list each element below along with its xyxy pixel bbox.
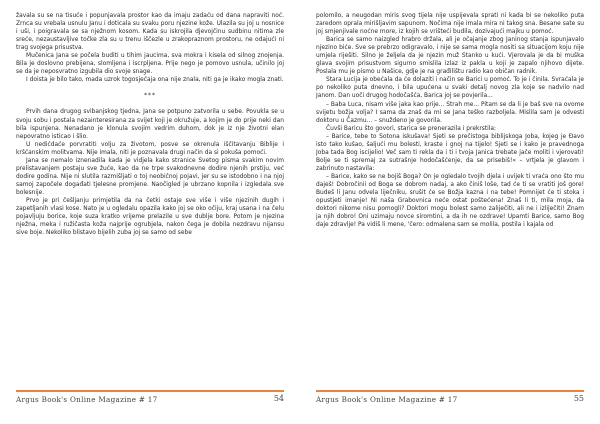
magazine-title: Argus Book's Online Magazine # 17 xyxy=(16,395,158,404)
paragraph: Mučenica Jana se počela buditi u tihim jaucima, sva mokra i kisela od silnog znojenja. Bila je doslovno prebijena, slomljena i iscrpljena. Prije nego je pomovo usnula, učinilo joj se da je neposvratno izgubila dio svoje snage. xyxy=(16,53,284,76)
left-page xyxy=(0,0,296,424)
paragraph: polomilo, a neugodan miris svog tijela nije uspijevala sprati ni kada bi se nekoliko puta zaredom oprala mirišljavim sapunom. Nočima nije imala mira ni takog sna. Besane sate su joj smjenjivale noćne more, iz kojih se vrišteći budila, dozivajući majku u pomoć. xyxy=(316,13,584,36)
right-page xyxy=(304,0,600,424)
left-page-text xyxy=(16,12,284,382)
page-number: 54 xyxy=(273,394,284,403)
paragraph: – Barice, kako se ne bojiš Boga? On je ogledalo tvojih djela i uvijek ti vraća ono što mu daješ! Dobročinii od Boga se dobrom nadaj, a ako činiš loše, tad će ti se vratiti još gore! Budeš li Janu odvela liječniku, srušit će se Božja kazna i na tebe! Pomnijet će ti stoka i opustjeti imanje! Ni naša Grabovnica neće ostat poštećena! Znaš li ti, mila moja, da doktori nikome nisu pomogli? Doktori mogu bolest samo zaliječiti, ali ne i izliječiti! Znam ja njih dobro! Oni uzimaju novce siromtini, a da ih ne ozdrave! Upamti Barice, samo Bog daje zdravlje! Pa vidiš li mene, 'čero: odmalena sam se molila, postila i kajala od xyxy=(316,173,584,229)
paragraph: Prvih dana drugog svibanjskog tjedna, Jana se potpuno zatvorila u sebe. Povukla se u svoju sobu i postala nezainteresirana za svijet koji je okružuje, a kojim je do prije neki dan bila ispunjena. Nenadano je klonula svojim vedrim duhom, dok je iz nje životni elan nepovratno isticao i šlio. xyxy=(16,109,284,140)
page-number: 55 xyxy=(573,394,584,403)
magazine-title: Argus Book's Online Magazine # 17 xyxy=(316,395,458,404)
paragraph: Čuvši Baricu što govori, starica se prenerazila i prekrstila: xyxy=(326,125,497,132)
footer-rule xyxy=(16,390,284,392)
paragraph: Jana se nemalo iznenadila kada je vidjela kako stranice Svetog pisma svakim novim prelistavanjem postaju sve žuće, kao da ne trpe svakodnevne dodire njenih prstiju, već dodire godina. Nije ni slutila razmišljati o toj neobičnoj pojavi, jer su se istodobno i na njoj samoj započele događati tjelesne promjene. Naočigled je ubrzano kopnila i izgledala sve bolesnije. xyxy=(16,157,284,196)
left-page-footer xyxy=(16,390,284,408)
paragraph: Prvo je pri češljanju primjetila da na četki ostaje sve više i više njezinih dugih i zapetljanih vlasi kose. Nato je u ogledalu opazila kako joj se oko očiju, kraj usana i na čelu pojavljuju borice, koje suza kratko vrijeme prelazile u sve dublje bore. Potom je njezina nježna, meka i ružičasta koža najprije ogrubjela, nakon čega je dobila nezdravu nijansu sive boje. Nekoliko blistavo bijelih zuba joj se samo od sebe xyxy=(16,197,284,237)
right-page-text xyxy=(316,12,584,382)
section-separator: *** xyxy=(144,93,156,100)
paragraph: žavala su se na tisuće i popunjavala prostor kao da imaju zadaću od dana napraviti noć. Zrnca su vrebala usnulu Janu i doticala su svaku poru njezine kože. Ulazila su joj u nosnice i uši, i poigravala se sa nježnom kosom. Kada su iskrojila djevojčinu sudbinu nitima zle sreće, nezaustavljive točke zla su u trenu iščezle u zrakopraznom prostoru, ne odajući ni trag svojega prisustva. xyxy=(16,13,284,52)
paragraph: Stara Lucija je obećala da će dolaziti i način se Barici u pomoć. To je i činila. Svraćala je po nekoliko puta dnevno, i bila upućena u svaki detalj novog zla koje se nadvilo nad Janom. Dan uoči drugog hodočašća, Barica joj se povjerila... xyxy=(316,77,584,100)
paragraph: – Baba Luca, nisam više jaka kao prije... Strah me... Pitam se da li je baš sve na ovome svijetu božja volja? I sama da znaš da mi se Jana teško razboljela. Mislila sam je odvesti doktoru u Čazmu... – snuždeno je govorila. xyxy=(316,101,584,124)
paragraph: U nedićdaće porvratiti volju za životom, posve se okrenula iščitavanju Biblije i kršćanskim molitvama. Nije imala, niti je poznavala drugi način da si pokuša pomoći. xyxy=(16,141,284,156)
footer-rule xyxy=(316,390,584,392)
paragraph: – Barice, tebe to Sotona iskušava! Sjeti se prečistoga biblijskoga Joba, kojeg je Đavo isto tako kušao, šaljući mu bolesti, kraste i gnoj na tijelo! Sjeti se i kako je pravednoga Joba tada Bog iscijelio! Več sam ti rekla da i ti i tvoja Janica trebate jače moliti i vjerovati! Bolje se ti spremaj za sutrašnje hodočašćenje, da se prisebiš!« – vrtjela je glavom i zabrinuto nastavila: xyxy=(316,133,584,172)
right-page-footer xyxy=(316,390,584,408)
paragraph: I doista je bilo tako, mada uzrok togosjećaja ona nije znala, niti ga je ikako mogla znati. xyxy=(26,77,284,84)
paragraph: Barica se samo naizgled hrabro držala, ali je očajanje zbog Janinog stanja ispunjavalo njezino biće. Sve se prebrzo odigravalo, i nije se sama mogla nositi sa situacijom koju nije umjela riješiti. Silno je željela da je njezin muž Stanko u kući. Vjerovala je da bi muška glava svojim prisustvom sigurno smislila izlaz iz pakla u koji je zapalo njihovo dijete. Poslala mu je pismo u Našice, gdje je na građilištu radio kao običan radnik. xyxy=(316,37,584,76)
